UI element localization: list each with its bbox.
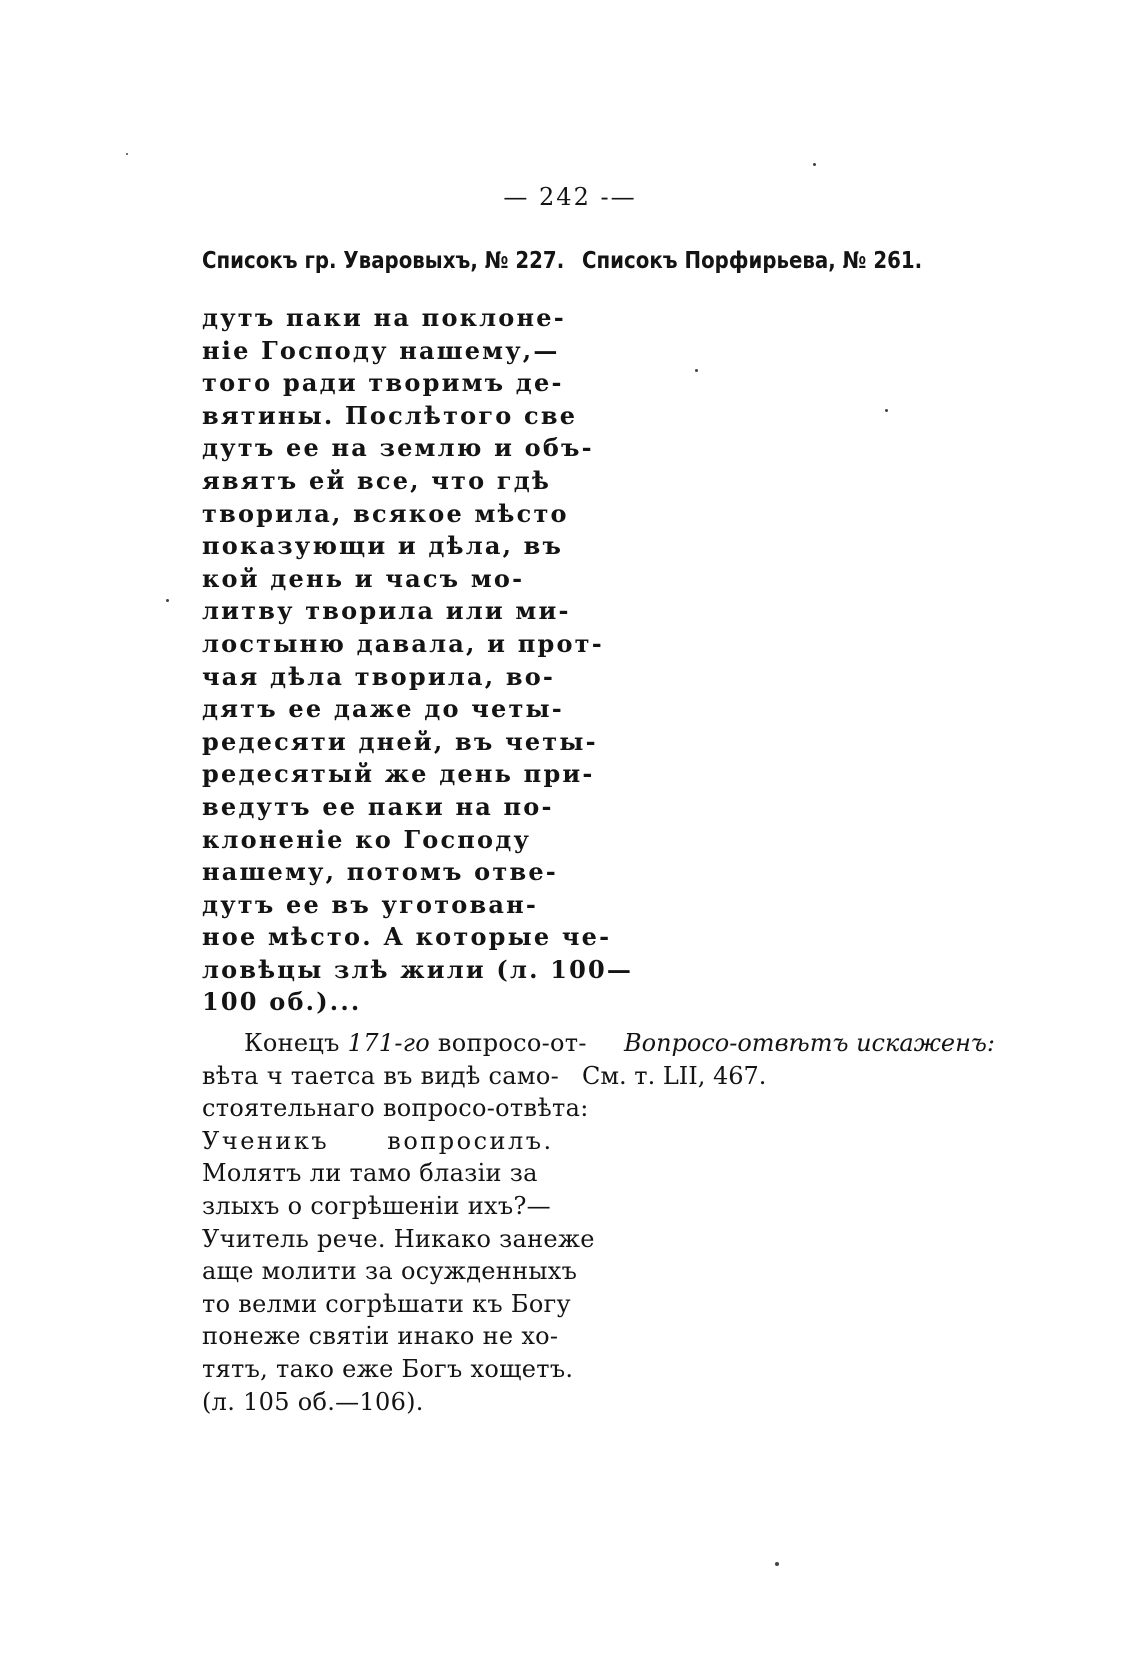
- text-line: понеже святiи инако не хо-: [202, 1322, 559, 1351]
- text-line: показующи и дѣла, въ: [202, 531, 564, 561]
- left-column-header: Списокъ гр. Уваровыхъ, № 227.: [202, 248, 565, 274]
- text-line: аще молити за осужденныхъ: [202, 1257, 578, 1286]
- note-reference: См. т. LII, 467.: [582, 1061, 767, 1090]
- text-line: творила, всякое мѣсто: [202, 498, 569, 528]
- text-line: дутъ паки на поклоне-: [202, 303, 566, 332]
- text-line: дутъ ее на землю и объ-: [202, 433, 594, 463]
- text-line: Молятъ ли тамо блазiи за: [202, 1159, 538, 1188]
- left-column-second-paragraph: [202, 1027, 595, 1418]
- text-line: дятъ ее даже до четы-: [202, 694, 564, 724]
- text-line: 100 об.)...: [202, 987, 362, 1017]
- scan-speck: [775, 1562, 779, 1566]
- text-line: лостыню давала, и прот-: [202, 628, 604, 658]
- text-fragment: Конецъ: [244, 1029, 348, 1057]
- text-line: редесятый же день при-: [202, 759, 595, 789]
- right-column-header: Списокъ Порфирьева, № 261.: [582, 248, 923, 274]
- right-column-note: [582, 1027, 996, 1092]
- text-line: Учитель рече. Никако занеже: [202, 1224, 595, 1253]
- text-line: литву творила или ми-: [202, 596, 571, 626]
- text-line: ное мѣсто. А которые че-: [202, 922, 612, 952]
- scan-speck: [813, 163, 816, 166]
- text-line: редесяти дней, въ четы-: [202, 726, 598, 756]
- text-line: чая дѣла творила, во-: [202, 661, 556, 691]
- text-line: дутъ ее въ уготован-: [202, 889, 539, 919]
- text-line: вятины. Послѣтого све: [202, 400, 578, 430]
- text-line: вѣта ч таетса въ видѣ само-: [202, 1061, 560, 1090]
- text-line: (л. 105 об.—106).: [202, 1387, 424, 1416]
- scan-speck: [885, 409, 888, 412]
- text-line: стоятельнаго вопросо-отвѣта:: [202, 1094, 589, 1123]
- text-line: злыхъ о согрѣшенiи ихъ?—: [202, 1191, 551, 1220]
- text-line: клоненie ко Господу: [202, 824, 532, 854]
- text-line: нашему, потомъ отве-: [202, 857, 558, 887]
- text-line: того ради творимъ де-: [202, 368, 564, 398]
- text-line: ловѣцы злѣ жили (л. 100—: [202, 954, 634, 984]
- question-number: 171-го: [347, 1029, 430, 1057]
- text-fragment: вопросо-от-: [429, 1029, 587, 1057]
- text-line: тятъ, тако еже Богъ хощетъ.: [202, 1354, 574, 1383]
- page-number: — 242 -—: [503, 183, 637, 211]
- text-line: нie Господу нашему,—: [202, 335, 560, 365]
- text-line: то велми согрѣшати къ Богу: [202, 1289, 571, 1318]
- text-line: Ученикъ вопросилъ.: [202, 1126, 554, 1155]
- text-line: явятъ ей все, что гдѣ: [202, 465, 552, 495]
- scan-speck: [166, 599, 169, 602]
- paragraph-first-line: [202, 1027, 587, 1060]
- scan-speck: [126, 153, 128, 155]
- text-line: ведутъ ее паки на по-: [202, 791, 554, 821]
- text-line: кой день и часъ мо-: [202, 563, 525, 593]
- note-distorted: Вопросо-отвѣтъ искаженъ:: [624, 1029, 996, 1057]
- left-column-main-text: [202, 302, 634, 1019]
- scan-speck: [695, 369, 698, 372]
